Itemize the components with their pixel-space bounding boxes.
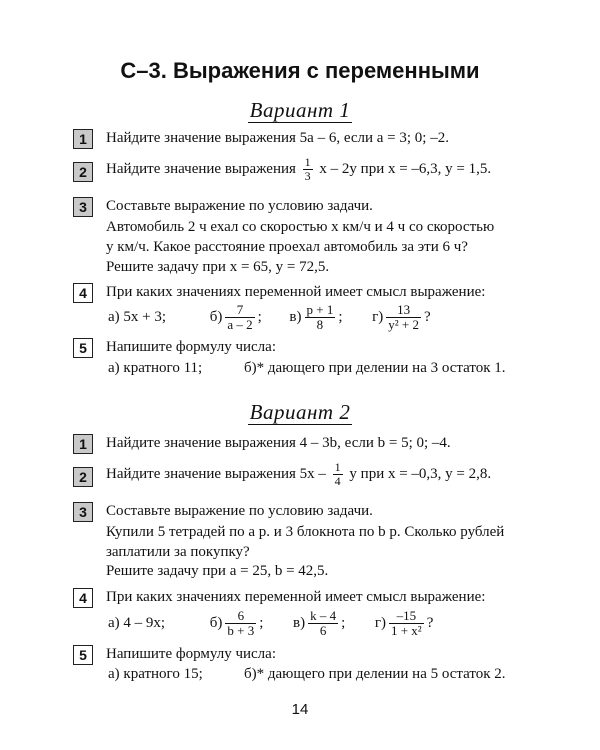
variant-2-heading: Вариант 2 — [249, 400, 351, 424]
task-options: а) кратного 11; б)* дающего при делении на 3 остаток 1. — [108, 360, 506, 376]
task-text: При каких значениях переменной имеет смысл выражение: — [106, 284, 486, 300]
task-text: Найдите значение выражения 4 – 3b, если b = 5; 0; –4. — [106, 435, 451, 451]
variant-1-heading: Вариант 1 — [249, 98, 351, 122]
task-options: а) 5x + 3; б) $\frac{7}{a - 2}$ ; в) $\frac{p + 1}{8}$ ; г) $\frac{13}{\text{y² + 2}}$ ? — [108, 302, 431, 332]
task-text: Составьте выражение по условию задачи. — [106, 503, 373, 519]
task-text: Найдите значение выражения 5a – 6, если a = 3; 0; –2. — [106, 130, 449, 146]
task-number-4: 4 — [73, 588, 93, 608]
task-text: Найдите значение выражения 5x – $\frac{1}{4}$ y при x = –0,3, y = 2,8. — [106, 460, 492, 488]
task-text: Составьте выражение по условию задачи. — [106, 198, 373, 214]
fraction: $\frac{-15}{\text{1 + x²}}$ — [390, 608, 422, 638]
task-text: Автомобиль 2 ч ехал со скоростью x км/ч и 4 ч со скоростью — [106, 219, 495, 235]
task-text: Напишите формулу числа: — [106, 339, 276, 355]
task-text: При каких значениях переменной имеет смысл выражение: — [106, 589, 486, 605]
task-text: заплатили за покупку? — [106, 544, 250, 560]
task-text: Решите задачу при a = 25, b = 42,5. — [106, 563, 329, 579]
fraction: $\frac{1}{3}$ — [304, 155, 311, 183]
task-number-2: 2 — [73, 467, 93, 487]
task-options: а) 4 – 9x; б) $\frac{6}{b + 3}$ ; в) $\frac{k - 4}{6}$ ; г) $\frac{-15}{\text{1 + x²}}$ ? — [108, 608, 434, 638]
task-number-5: 5 — [73, 645, 93, 665]
task-number-4: 4 — [73, 283, 93, 303]
task-number-3: 3 — [73, 502, 93, 522]
fraction: $\frac{13}{\text{y² + 2}}$ — [388, 302, 419, 332]
task-text: Напишите формулу числа: — [106, 646, 276, 662]
fraction: $\frac{k - 4}{6}$ — [310, 608, 337, 638]
task-text: y км/ч. Какое расстояние проехал автомобиль за эти 6 ч? — [106, 239, 468, 255]
task-text: Купили 5 тетрадей по a р. и 3 блокнота по b р. Сколько рублей — [106, 524, 505, 540]
task-text: Решите задачу при x = 65, y = 72,5. — [106, 259, 330, 275]
task-number-5: 5 — [73, 338, 93, 358]
page-title: С–3. Выражения с переменными — [120, 58, 480, 83]
page-number: 14 — [291, 701, 309, 718]
task-number-2: 2 — [73, 162, 93, 182]
task-number-3: 3 — [73, 197, 93, 217]
task-number-1: 1 — [73, 434, 93, 454]
task-text: Найдите значение выражения $\frac{1}{3}$ x – 2y при x = –6,3, y = 1,5. — [106, 155, 492, 183]
fraction: $\frac{p + 1}{8}$ — [306, 302, 334, 332]
task-options: а) кратного 15; б)* дающего при делении на 5 остаток 2. — [108, 666, 506, 682]
task-number-1: 1 — [73, 129, 93, 149]
fraction: $\frac{1}{4}$ — [334, 460, 341, 488]
fraction: $\frac{6}{b + 3}$ — [227, 608, 255, 638]
fraction: $\frac{7}{a - 2}$ — [227, 302, 253, 332]
